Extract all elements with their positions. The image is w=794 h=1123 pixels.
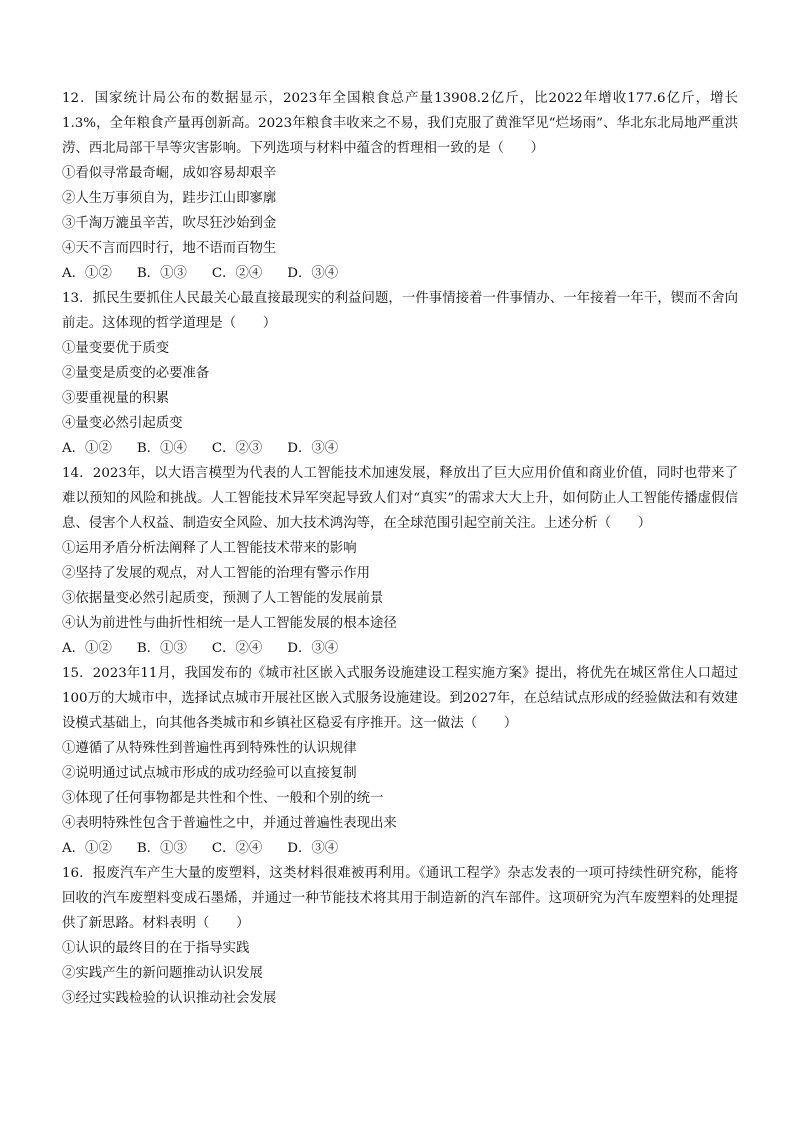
option-2: ②人生万事须自为，跬步江山即寥廓 [62,191,277,206]
question-15 [62,661,738,861]
question-16 [62,861,738,1011]
option-2: ②坚持了发展的观点，对人工智能的治理有警示作用 [62,566,370,581]
choice-d: D．③④ [287,641,339,656]
choice-a: A．①② [62,841,112,856]
question-stem: 16．报废汽车产生大量的废塑料，这类材料很难被再利用。《通讯工程学》杂志发表的一项可持续性研究称，能将回收的汽车废塑料变成石墨烯，并通过一种节能技术将其用于制造新的汽车部件。这项研究为汽车废塑料的处理提供了新思路。材料表明（ ） [62,866,738,931]
choice-d: D．③④ [287,266,339,281]
exam-page [62,86,738,1011]
option-4: ④天不言而四时行，地不语而百物生 [62,241,277,256]
option-1: ①遵循了从特殊性到普遍性再到特殊性的认识规律 [62,741,357,756]
option-2: ②量变是质变的必要准备 [62,366,210,381]
option-3: ③千淘万漉虽辛苦，吹尽狂沙始到金 [62,216,277,231]
option-4: ④认为前进性与曲折性相统一是人工智能发展的根本途径 [62,616,397,631]
option-1: ①量变要优于质变 [62,341,170,356]
option-3: ③要重视量的积累 [62,391,170,406]
choice-b: B．①③ [136,266,187,281]
option-1: ①看似寻常最奇崛，成如容易却艰辛 [62,166,277,181]
choice-d: D．③④ [287,441,339,456]
answer-choices [62,636,738,661]
option-3: ③体现了任何事物都是共性和个性、一般和个别的统一 [62,791,384,806]
option-2: ②实践产生的新问题推动认识发展 [62,966,263,981]
option-4: ④量变必然引起质变 [62,416,183,431]
choice-c: C．②④ [211,266,263,281]
option-2: ②说明通过试点城市形成的成功经验可以直接复制 [62,766,357,781]
answer-choices [62,836,738,861]
choice-a: A．①② [62,641,112,656]
option-3: ③依据量变必然引起质变，预测了人工智能的发展前景 [62,591,384,606]
question-stem: 14．2023年，以大语言模型为代表的人工智能技术加速发展，释放出了巨大应用价值和商业价值，同时也带来了难以预知的风险和挑战。人工智能技术异军突起导致人们对“真实”的需求大大上升，如何防止人工智能传播虚假信息、侵害个人权益、制造安全风险、加大技术鸿沟等，在全球范围引起空前关注。上述分析（ ） [62,466,738,531]
question-12 [62,86,738,286]
choice-b: B．①③ [136,641,187,656]
option-4: ④表明特殊性包含于普遍性之中，并通过普遍性表现出来 [62,816,397,831]
answer-choices [62,261,738,286]
choice-c: C．②③ [211,441,263,456]
question-14 [62,461,738,661]
choice-a: A．①② [62,266,112,281]
choice-d: D．③④ [287,841,339,856]
question-stem: 13．抓民生要抓住人民最关心最直接最现实的利益问题，一件事情接着一件事情办、一年接着一年干，锲而不舍向前走。这体现的哲学道理是（ ） [62,291,738,331]
question-stem: 15．2023年11月，我国发布的《城市社区嵌入式服务设施建设工程实施方案》提出，将优先在城区常住人口超过100万的大城市中，选择试点城市开展社区嵌入式服务设施建设。到2027年，在总结试点形成的经验做法和有效建设模式基础上，向其他各类城市和乡镇社区稳妥有序推开。这一做法（ ） [62,666,738,731]
option-1: ①运用矛盾分析法阐释了人工智能技术带来的影响 [62,541,357,556]
answer-choices [62,436,738,461]
choice-c: C．②④ [211,641,263,656]
option-3: ③经过实践检验的认识推动社会发展 [62,991,277,1006]
choice-b: B．①④ [136,441,187,456]
question-stem: 12．国家统计局公布的数据显示，2023年全国粮食总产量13908.2亿斤，比2022年增收177.6亿斤，增长1.3%，全年粮食产量再创新高。2023年粮食丰收来之不易，我们克服了黄淮罕见“烂场雨”、华北东北局地严重洪涝、西北局部干旱等灾害影响。下列选项与材料中蕴含的哲理相一致的是（ ） [62,91,738,156]
question-13 [62,286,738,461]
option-1: ①认识的最终目的在于指导实践 [62,941,250,956]
choice-c: C．②④ [211,841,263,856]
choice-b: B．①③ [136,841,187,856]
choice-a: A．①② [62,441,112,456]
